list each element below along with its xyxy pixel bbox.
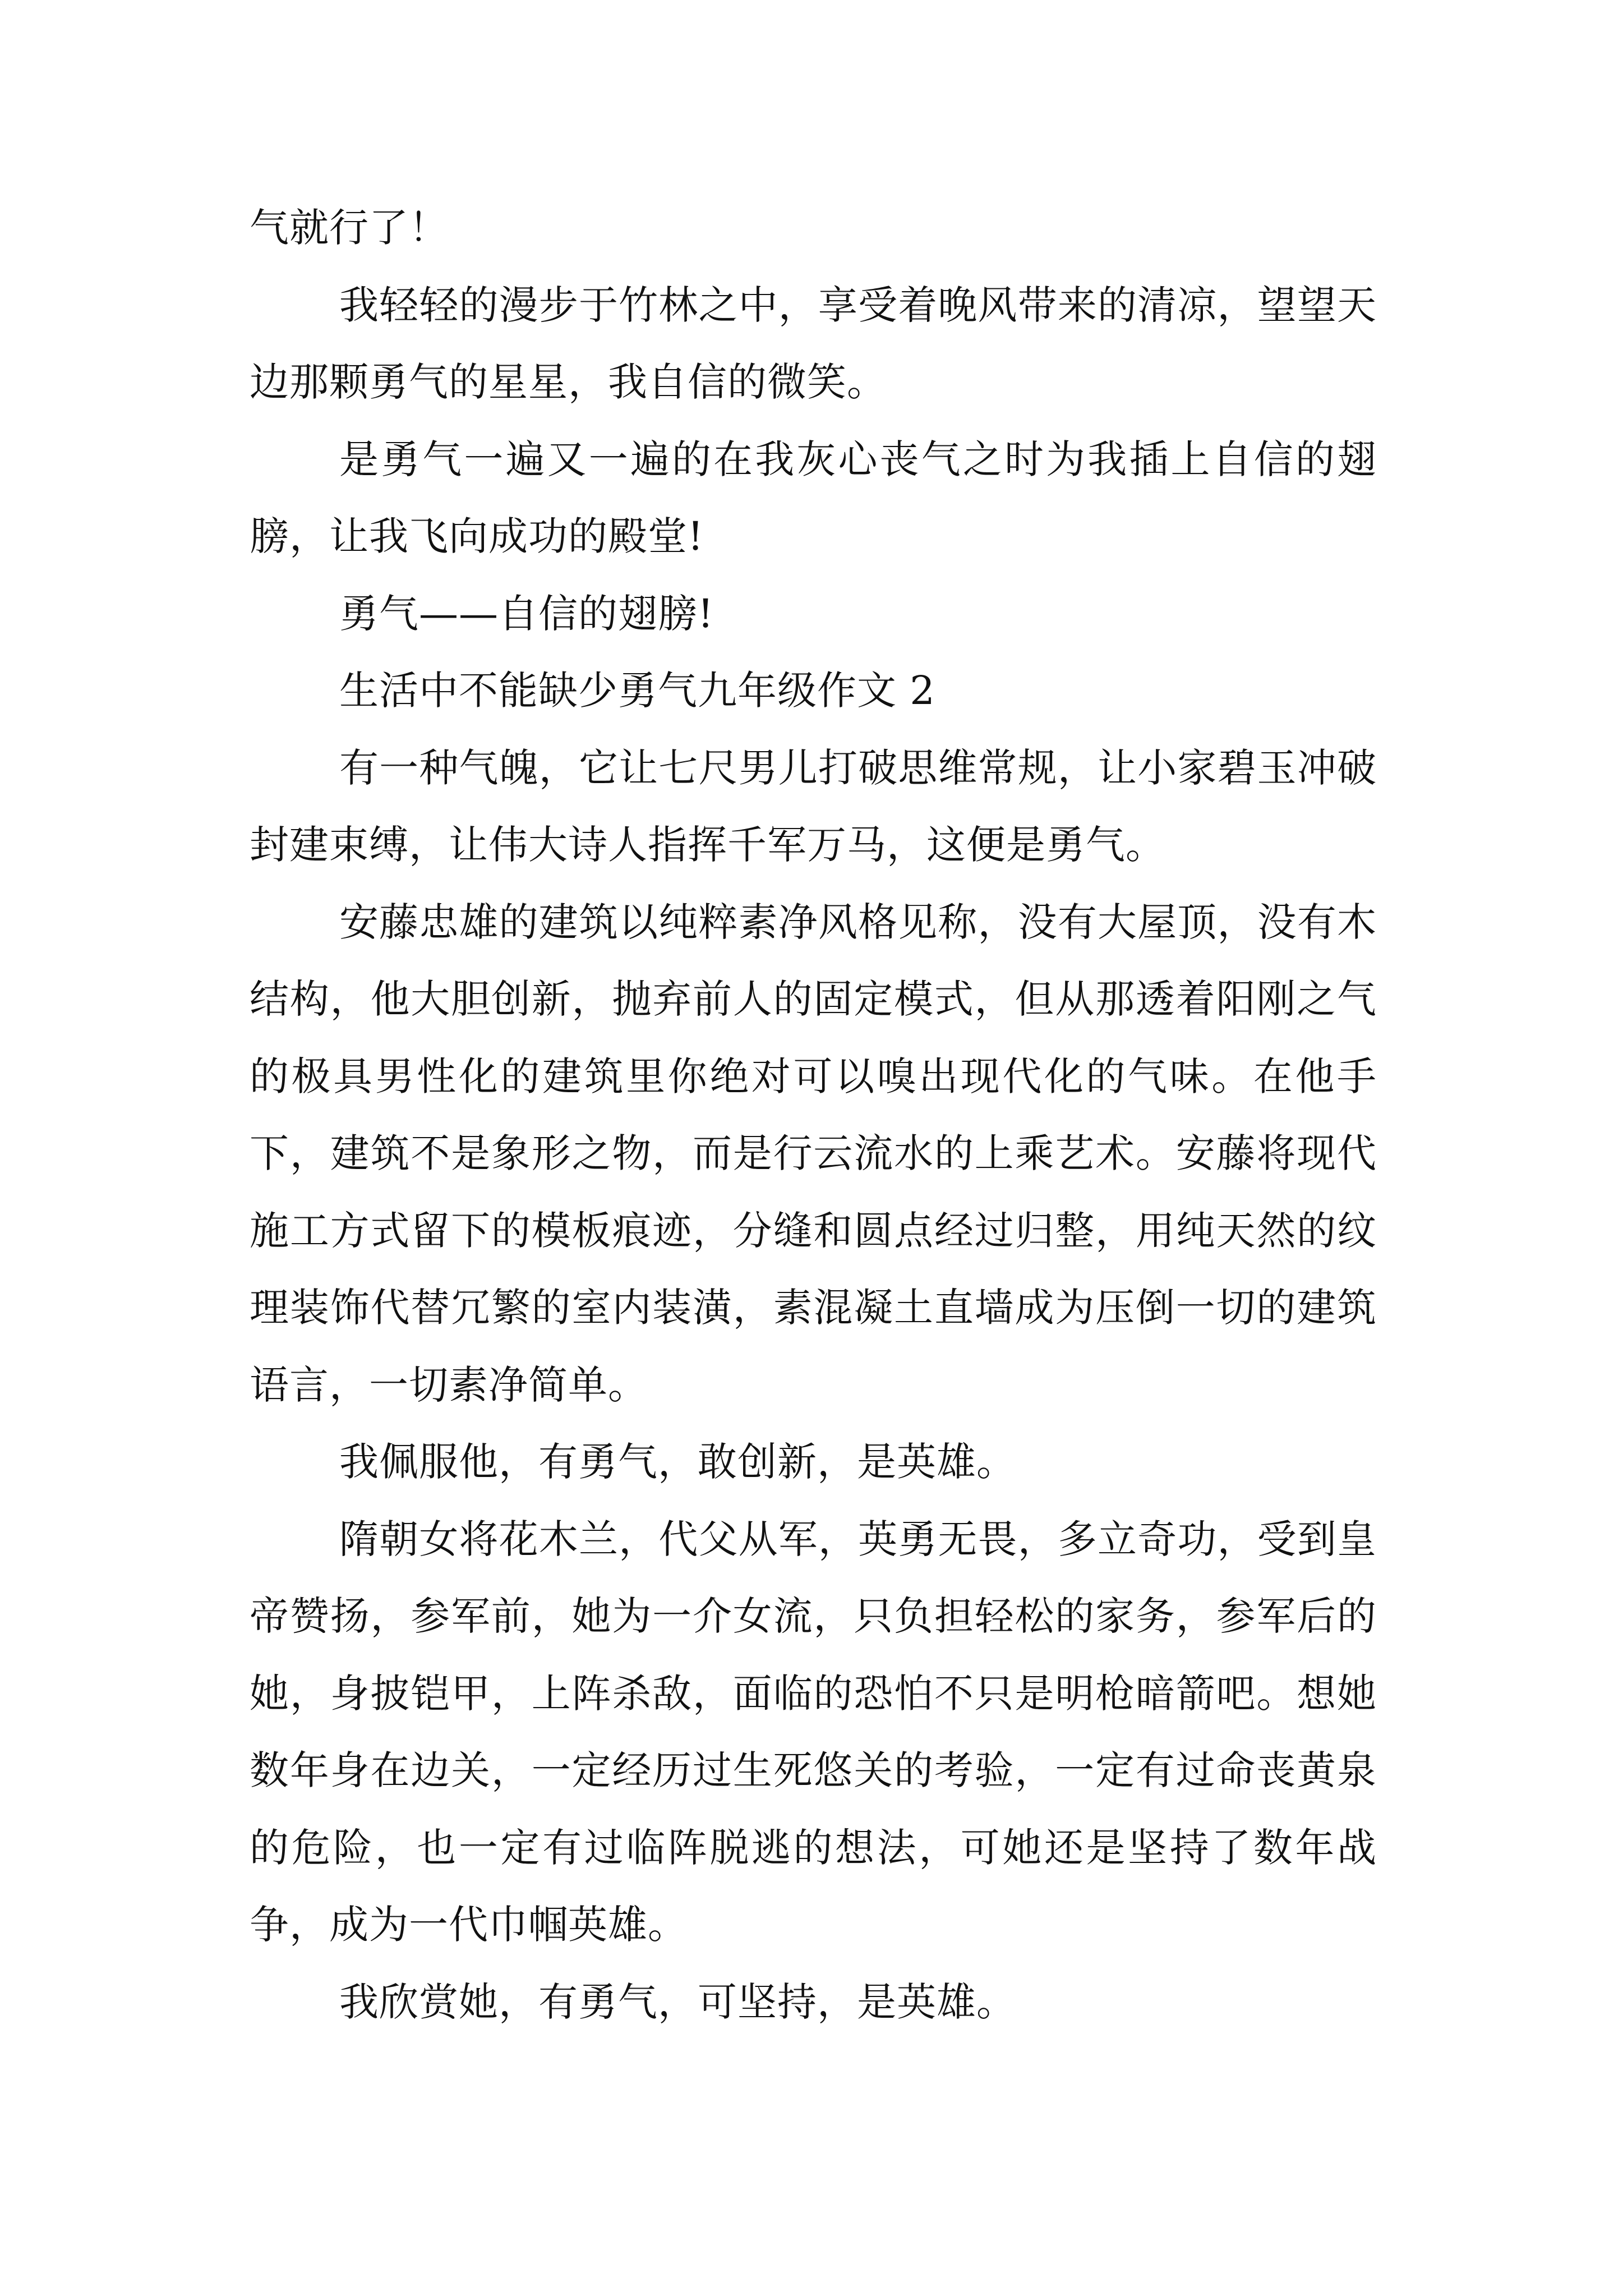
paragraph: 是勇气一遍又一遍的在我灰心丧气之时为我插上自信的翅膀，让我飞向成功的殿堂! <box>250 436 1377 559</box>
paragraph: 气就行了！ <box>250 205 449 251</box>
paragraph: 隋朝女将花木兰，代父从军，英勇无畏，多立奇功，受到皇帝赞扬，参军前，她为一介女流，只负担轻松的家务，参军后的她，身披铠甲，上阵杀敌，面临的恐怕不只是明枪暗箭吧。想她数年身在边关，一定经历过生死悠关的考验，一定有过命丧黄泉的危险，也一定有过临阵脱逃的想法，可她还是坚持了数年战争，成为一代巾帼英雄。 <box>250 1516 1377 1948</box>
paragraph: 我欣赏她，有勇气，可坚持，是英雄。 <box>339 1978 1016 2025</box>
paragraph: 勇气——自信的翅膀! <box>339 590 714 637</box>
essay-title: 生活中不能缺少勇气九年级作文 2 <box>339 668 935 714</box>
paragraph: 我佩服他，有勇气，敢创新，是英雄。 <box>339 1439 1016 1485</box>
paragraph: 安藤忠雄的建筑以纯粹素净风格见称，没有大屋顶，没有木结构，他大胆创新，抛弃前人的固定模式，但从那透着阳刚之气的极具男性化的建筑里你绝对可以嗅出现代化的气味。在他手下，建筑不是象形之物，而是行云流水的上乘艺术。安藤将现代施工方式留下的模板痕迹，分缝和圆点经过归整，用纯天然的纹理装饰代替冗繁的室内装潢，素混凝土直墙成为压倒一切的建筑语言，一切素净简单。 <box>250 899 1377 1408</box>
paragraph: 我轻轻的漫步于竹林之中，享受着晚风带来的清凉，望望天边那颗勇气的星星，我自信的微笑。 <box>250 282 1377 405</box>
paragraph: 有一种气魄，它让七尺男儿打破思维常规，让小家碧玉冲破封建束缚，让伟大诗人指挥千军万马，这便是勇气。 <box>250 744 1377 868</box>
essay-body <box>250 190 1377 2041</box>
